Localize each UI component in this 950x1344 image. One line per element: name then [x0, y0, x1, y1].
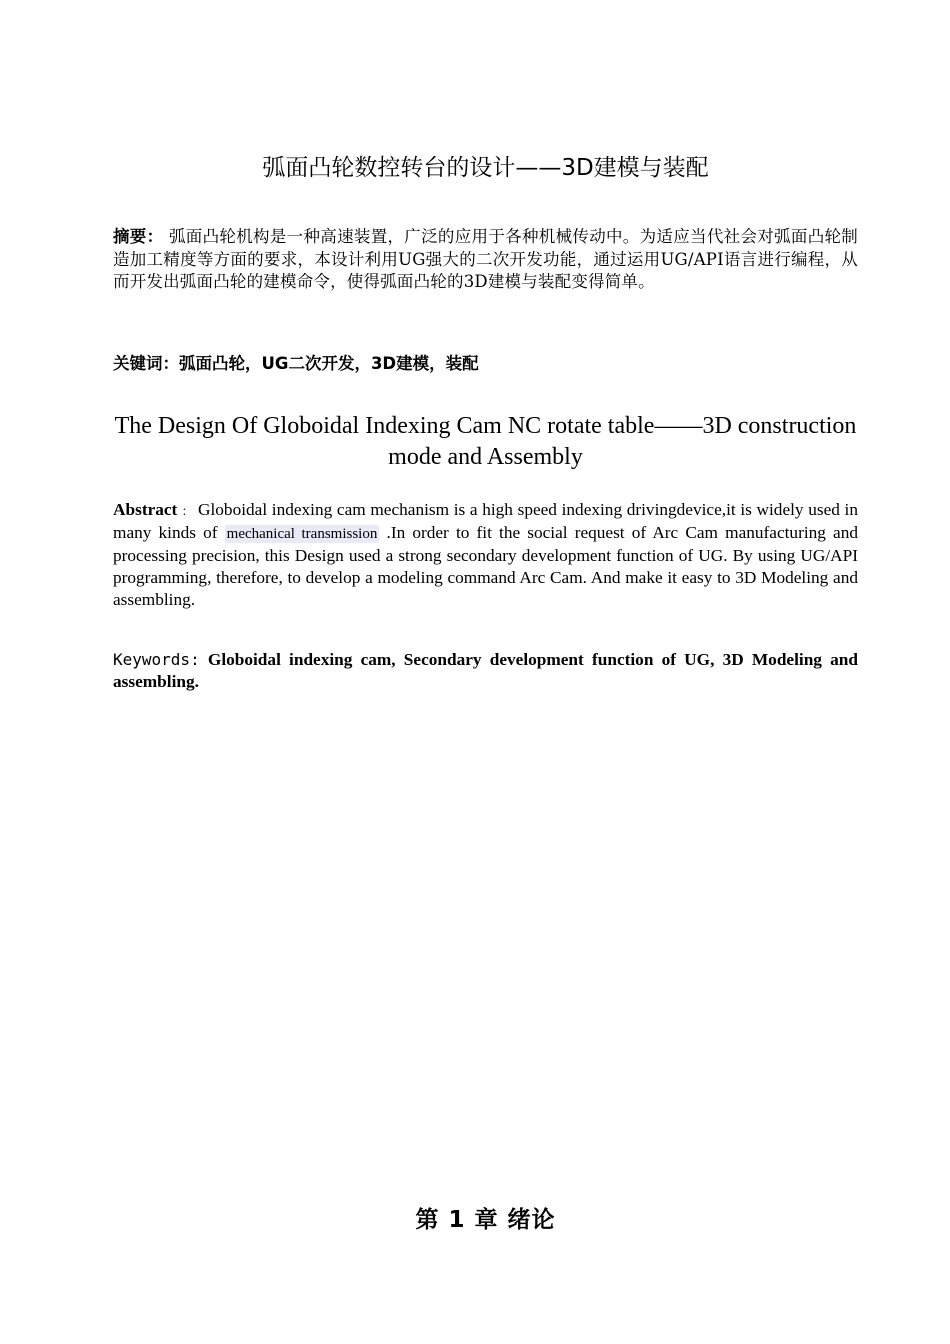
chinese-title: 弧面凸轮数控转台的设计——3D建模与装配: [262, 155, 709, 181]
chinese-keywords: 关键词：弧面凸轮，UG二次开发，3D建模，装配: [113, 354, 479, 373]
english-abstract-text-before: Globoidal indexing cam mechanism is a high speed indexing drivingdevice,it is widely used in many kinds of: [113, 500, 858, 542]
english-keywords-value: Globoidal indexing cam, Secondary development function of UG, 3D Modeling and assembling.: [113, 650, 858, 691]
english-keywords: [113, 649, 858, 693]
chinese-abstract: [113, 226, 858, 294]
english-abstract-text-after: .In order to fit the social request of Arc Cam manufacturing and processing precision, this Design used a strong secondary development function of UG. By using UG/API programming, therefore, to develop a modeling command Arc Cam. And make it easy to 3D Modeling and assembling.: [113, 523, 858, 609]
highlighted-phrase: mechanical transmission: [226, 526, 378, 542]
english-abstract-colon: ：: [181, 504, 194, 518]
chinese-abstract-text: 弧面凸轮机构是一种高速装置，广泛的应用于各种机械传动中。为适应当代社会对弧面凸轮制造加工精度等方面的要求，本设计利用UG强大的二次开发功能，通过运用UG/API语言进行编程，从而开发出弧面凸轮的建模命令，使得弧面凸轮的3D建模与装配变得简单。: [113, 227, 859, 291]
chapter-heading: 第 1 章 绪论: [415, 1207, 556, 1233]
chinese-abstract-label: 摘要：: [113, 227, 164, 246]
english-abstract: [113, 499, 858, 611]
english-abstract-label: Abstract: [113, 500, 178, 519]
english-title: The Design Of Globoidal Indexing Cam NC rotate table——3D construction mode and Assembly: [114, 413, 857, 470]
english-keywords-label: Keywords:: [113, 650, 200, 669]
